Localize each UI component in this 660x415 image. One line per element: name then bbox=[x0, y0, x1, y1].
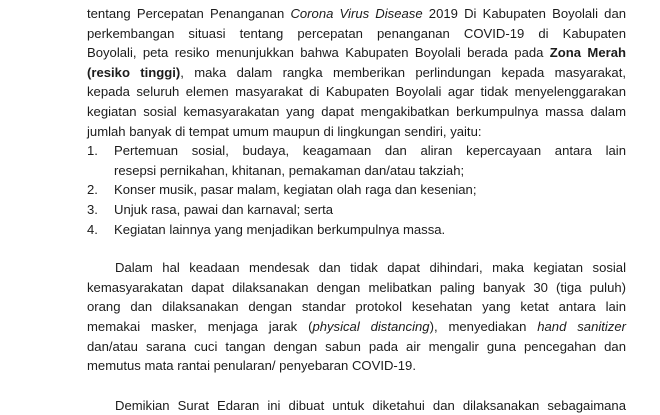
text-line: kemasyarakatan dapat dilaksanakan dengan melibatkan paling banyak 30 (tiga puluh) bbox=[87, 279, 626, 295]
spacer bbox=[87, 239, 626, 258]
text-line: Pertemuan sosial, budaya, keagamaan dan aliran kepercayaan antara lain bbox=[114, 143, 626, 159]
list-number: 1. bbox=[87, 143, 98, 159]
text-line: Dalam hal keadaan mendesak dan tidak dapat dihindari, maka kegiatan sosial bbox=[115, 260, 626, 276]
list-item bbox=[87, 220, 626, 240]
spacer bbox=[87, 376, 626, 396]
text-line: Unjuk rasa, pawai dan karnaval; serta bbox=[114, 201, 334, 217]
text-run: 2019 Di Kabupaten Boyolali dan bbox=[422, 6, 627, 21]
text-run: , maka dalam rangka memberikan perlindungan kepada masyarakat, bbox=[180, 64, 626, 80]
list-item bbox=[87, 141, 626, 180]
list-number: 3. bbox=[87, 201, 98, 217]
list-item bbox=[87, 180, 626, 200]
text-line: Demikian Surat Edaran ini dibuat untuk diketahui dan dilaksanakan sebagaimana bbox=[115, 397, 626, 413]
text-run: memakai masker, menjaga jarak ( bbox=[87, 318, 313, 334]
text-line: Kegiatan lainnya yang menjadikan berkumpulnya massa. bbox=[114, 221, 446, 237]
italic-term: hand sanitizer bbox=[537, 318, 626, 334]
list-item bbox=[87, 200, 626, 220]
text-line: Konser musik, pasar malam, kegiatan olah raga dan kesenian; bbox=[114, 182, 477, 198]
text-line: memutus mata rantai penularan/ penyebaran COVID-19. bbox=[87, 358, 416, 374]
text-line: perkembangan situasi tentang percepatan penanganan COVID-19 di Kabupaten bbox=[87, 25, 626, 41]
italic-term: Corona Virus Disease bbox=[290, 6, 423, 21]
text-line bbox=[87, 317, 626, 337]
text-line bbox=[87, 4, 626, 24]
text-run: tentang Percepatan Penanganan bbox=[87, 6, 291, 21]
paragraph-closing bbox=[87, 396, 626, 415]
italic-term: physical distancing bbox=[312, 318, 430, 334]
list-number: 2. bbox=[87, 182, 98, 198]
activity-list bbox=[87, 141, 626, 239]
paragraph-exception bbox=[87, 258, 626, 376]
list-number: 4. bbox=[87, 221, 98, 237]
text-line bbox=[87, 63, 626, 83]
text-line bbox=[87, 43, 626, 63]
text-run: Boyolali, peta resiko menunjukkan bahwa Kabupaten Boyolali berada pada bbox=[87, 45, 550, 61]
text-run: ), menyediakan bbox=[429, 318, 538, 334]
text-line: jumlah banyak di tempat umum maupun di lingkungan sendiri, yaitu: bbox=[87, 123, 482, 139]
text-line: kepada seluruh elemen masyarakat di Kabupaten Boyolali agar tidak menyelenggarakan bbox=[87, 84, 626, 100]
bold-term: (resiko tinggi) bbox=[87, 64, 181, 80]
text-line: dan/atau sarana cuci tangan dengan sabun pada air mengalir guna pencegahan dan bbox=[87, 338, 626, 354]
text-line: orang dan dilaksanakan dengan standar protokol kesehatan yang ketat antara lain bbox=[87, 299, 626, 315]
text-line: kegiatan sosial kemasyarakatan yang dapat mengakibatkan berkumpulnya massa dalam bbox=[87, 103, 626, 119]
bold-term: Zona Merah bbox=[549, 45, 626, 61]
text-line: resepsi pernikahan, khitanan, pemakaman dan/atau takziah; bbox=[114, 162, 465, 178]
paragraph-intro bbox=[87, 4, 626, 141]
